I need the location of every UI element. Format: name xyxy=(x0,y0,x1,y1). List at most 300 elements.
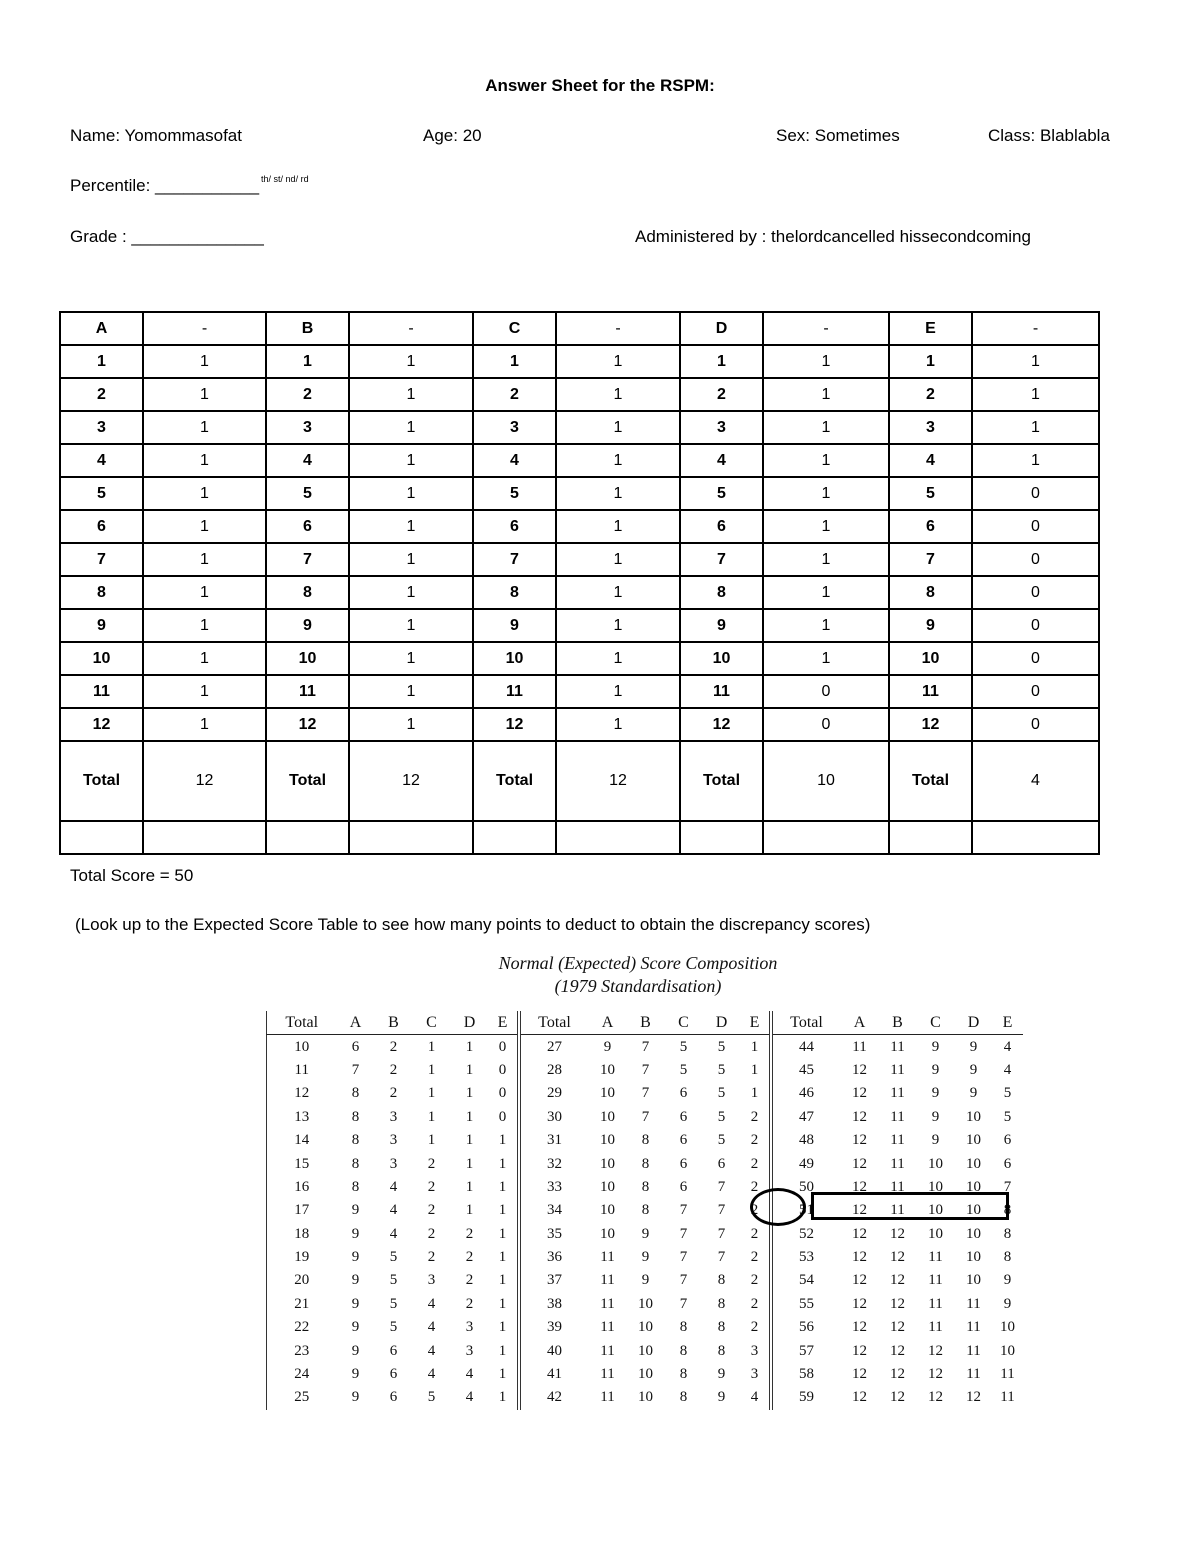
expected-value: 1 xyxy=(465,1178,474,1195)
highlight-circle xyxy=(750,1188,806,1226)
expected-value: 1 xyxy=(427,1085,436,1102)
expected-value: 2 xyxy=(741,1199,771,1222)
expected-set-header: B xyxy=(879,1011,917,1035)
item-score: 1 xyxy=(763,345,889,378)
expected-value: 9 xyxy=(931,1038,940,1055)
expected-value: 12 xyxy=(852,1366,867,1383)
expected-total: 22 xyxy=(267,1316,337,1339)
item-number: 7 xyxy=(680,543,763,576)
expected-value: 11 xyxy=(966,1342,981,1359)
expected-value: 8 xyxy=(679,1366,688,1383)
expected-set-header: B xyxy=(375,1011,413,1035)
grade-field: Grade : ______________ xyxy=(70,227,264,246)
expected-value: 9 xyxy=(969,1038,978,1055)
expected-value: 11 xyxy=(966,1366,981,1383)
expected-value: 2 xyxy=(427,1178,436,1195)
item-number: 11 xyxy=(889,675,972,708)
administered-by-field: Administered by : thelordcancelled hissecondcoming xyxy=(635,227,1031,246)
expected-value: 2 xyxy=(465,1295,474,1312)
expected-value: 1 xyxy=(465,1061,474,1078)
expected-value: 9 xyxy=(641,1272,650,1289)
expected-value: 3 xyxy=(465,1319,474,1336)
total-value: 10 xyxy=(763,741,889,821)
set-header: D xyxy=(680,312,763,345)
expected-header-row xyxy=(267,1011,1023,1035)
expected-value: 10 xyxy=(600,1085,615,1102)
expected-value: 10 xyxy=(600,1225,615,1242)
set-header: E xyxy=(889,312,972,345)
expected-value: 1 xyxy=(489,1223,519,1246)
expected-value: 5 xyxy=(427,1389,436,1406)
expected-total: 42 xyxy=(519,1386,589,1409)
blank-cell xyxy=(266,821,349,854)
item-number: 7 xyxy=(60,543,143,576)
expected-value: 7 xyxy=(717,1178,726,1195)
expected-value: 0 xyxy=(489,1082,519,1105)
expected-value: 2 xyxy=(741,1316,771,1339)
expected-value: 10 xyxy=(638,1295,653,1312)
expected-value: 5 xyxy=(1003,1108,1012,1125)
expected-value: 2 xyxy=(741,1269,771,1292)
expected-total: 14 xyxy=(267,1129,337,1152)
item-number: 12 xyxy=(266,708,349,741)
expected-value: 9 xyxy=(351,1202,360,1219)
expected-value: 5 xyxy=(389,1319,398,1336)
expected-value: 8 xyxy=(1003,1225,1012,1242)
item-number: 2 xyxy=(473,378,556,411)
item-score: 1 xyxy=(143,378,266,411)
expected-value: 1 xyxy=(741,1035,771,1059)
item-number: 3 xyxy=(680,411,763,444)
sex-field: Sex: Sometimes xyxy=(776,126,900,145)
expected-value: 11 xyxy=(928,1272,943,1289)
item-score: 1 xyxy=(556,642,680,675)
expected-set-header: B xyxy=(627,1011,665,1035)
expected-value: 1 xyxy=(489,1176,519,1199)
expected-value: 4 xyxy=(465,1389,474,1406)
item-number: 9 xyxy=(60,609,143,642)
expected-value: 7 xyxy=(679,1272,688,1289)
expected-value: 9 xyxy=(351,1295,360,1312)
expected-total: 21 xyxy=(267,1293,337,1316)
expected-value: 12 xyxy=(890,1249,905,1266)
expected-value: 1 xyxy=(465,1108,474,1125)
expected-value: 2 xyxy=(465,1272,474,1289)
expected-value: 12 xyxy=(852,1295,867,1312)
expected-total: 56 xyxy=(771,1316,841,1339)
expected-value: 3 xyxy=(389,1108,398,1125)
item-number: 8 xyxy=(889,576,972,609)
expected-value: 3 xyxy=(741,1339,771,1362)
expected-value: 12 xyxy=(852,1202,867,1219)
table-row xyxy=(60,411,1099,444)
expected-set-header: A xyxy=(589,1011,627,1035)
item-number: 10 xyxy=(266,642,349,675)
expected-total: 57 xyxy=(771,1339,841,1362)
expected-value: 10 xyxy=(600,1178,615,1195)
expected-value: 11 xyxy=(600,1249,615,1266)
expected-value: 11 xyxy=(890,1085,905,1102)
item-score: 0 xyxy=(972,510,1099,543)
expected-value: 9 xyxy=(969,1061,978,1078)
expected-value: 9 xyxy=(1003,1272,1012,1289)
item-number: 11 xyxy=(266,675,349,708)
expected-total: 58 xyxy=(771,1363,841,1386)
expected-value: 9 xyxy=(717,1366,726,1383)
expected-total: 46 xyxy=(771,1082,841,1105)
table-row xyxy=(60,510,1099,543)
expected-value: 1 xyxy=(465,1038,474,1055)
expected-value: 2 xyxy=(427,1155,436,1172)
expected-value: 4 xyxy=(389,1178,398,1195)
expected-value: 4 xyxy=(1003,1061,1012,1078)
expected-value: 12 xyxy=(852,1061,867,1078)
expected-value: 6 xyxy=(389,1342,398,1359)
item-number: 10 xyxy=(680,642,763,675)
expected-row xyxy=(267,1059,1023,1082)
item-number: 8 xyxy=(60,576,143,609)
item-number: 7 xyxy=(266,543,349,576)
item-score: 1 xyxy=(763,477,889,510)
expected-value: 12 xyxy=(852,1108,867,1125)
expected-value: 11 xyxy=(928,1249,943,1266)
item-score: 1 xyxy=(143,609,266,642)
expected-value: 7 xyxy=(679,1202,688,1219)
expected-value: 8 xyxy=(717,1295,726,1312)
expected-value: 12 xyxy=(890,1319,905,1336)
expected-value: 6 xyxy=(717,1155,726,1172)
item-score: 1 xyxy=(556,510,680,543)
expected-row xyxy=(267,1386,1023,1409)
item-score: 1 xyxy=(556,675,680,708)
expected-value: 11 xyxy=(600,1342,615,1359)
item-number: 12 xyxy=(60,708,143,741)
expected-total: 54 xyxy=(771,1269,841,1292)
expected-value: 12 xyxy=(852,1155,867,1172)
item-number: 9 xyxy=(266,609,349,642)
item-number: 1 xyxy=(60,345,143,378)
expected-value: 1 xyxy=(489,1246,519,1269)
expected-value: 7 xyxy=(717,1225,726,1242)
expected-value: 7 xyxy=(679,1249,688,1266)
expected-value: 0 xyxy=(489,1059,519,1082)
expected-value: 2 xyxy=(427,1202,436,1219)
expected-set-header: D xyxy=(703,1011,741,1035)
expected-value: 10 xyxy=(928,1202,943,1219)
item-score: 1 xyxy=(556,411,680,444)
expected-row xyxy=(267,1339,1023,1362)
blank-cell xyxy=(972,821,1099,854)
expected-value: 11 xyxy=(890,1061,905,1078)
expected-total-header: Total xyxy=(771,1011,841,1035)
item-score: 1 xyxy=(349,444,473,477)
expected-value: 9 xyxy=(931,1132,940,1149)
blank-cell xyxy=(143,821,266,854)
expected-value: 11 xyxy=(890,1108,905,1125)
expected-value: 12 xyxy=(928,1389,943,1406)
expected-row xyxy=(267,1129,1023,1152)
item-score: 1 xyxy=(763,378,889,411)
expected-total: 55 xyxy=(771,1293,841,1316)
table-row xyxy=(60,708,1099,741)
expected-value: 12 xyxy=(928,1366,943,1383)
item-number: 5 xyxy=(889,477,972,510)
expected-set-header: E xyxy=(993,1011,1023,1035)
expected-value: 9 xyxy=(717,1389,726,1406)
expected-value: 2 xyxy=(741,1246,771,1269)
table-row xyxy=(60,378,1099,411)
expected-value: 9 xyxy=(931,1108,940,1125)
expected-total: 40 xyxy=(519,1339,589,1362)
expected-value: 6 xyxy=(679,1155,688,1172)
expected-value: 12 xyxy=(852,1249,867,1266)
expected-value: 12 xyxy=(966,1389,981,1406)
item-score: 1 xyxy=(556,576,680,609)
item-score: 1 xyxy=(349,378,473,411)
expected-value: 5 xyxy=(389,1295,398,1312)
item-number: 5 xyxy=(266,477,349,510)
item-number: 11 xyxy=(60,675,143,708)
expected-value: 7 xyxy=(351,1061,360,1078)
total-label: Total xyxy=(680,741,763,821)
expected-value: 5 xyxy=(717,1132,726,1149)
expected-value: 10 xyxy=(966,1272,981,1289)
item-score: 1 xyxy=(763,543,889,576)
expected-value: 10 xyxy=(928,1225,943,1242)
expected-set-header: D xyxy=(955,1011,993,1035)
expected-value: 2 xyxy=(427,1249,436,1266)
blank-cell xyxy=(349,821,473,854)
item-score: 1 xyxy=(143,543,266,576)
expected-row xyxy=(267,1223,1023,1246)
item-number: 5 xyxy=(473,477,556,510)
expected-value: 4 xyxy=(741,1386,771,1409)
item-score: 1 xyxy=(763,411,889,444)
expected-value: 10 xyxy=(600,1202,615,1219)
item-number: 1 xyxy=(889,345,972,378)
expected-set-header: E xyxy=(741,1011,771,1035)
expected-value: 11 xyxy=(890,1202,905,1219)
item-number: 2 xyxy=(60,378,143,411)
expected-total-header: Total xyxy=(519,1011,589,1035)
expected-value: 10 xyxy=(966,1155,981,1172)
expected-value: 12 xyxy=(852,1389,867,1406)
expected-total: 38 xyxy=(519,1293,589,1316)
expected-value: 9 xyxy=(603,1038,612,1055)
expected-set-header: A xyxy=(337,1011,375,1035)
item-number: 7 xyxy=(889,543,972,576)
expected-total: 20 xyxy=(267,1269,337,1292)
table-row xyxy=(60,642,1099,675)
expected-set-header: C xyxy=(917,1011,955,1035)
expected-value: 12 xyxy=(890,1342,905,1359)
expected-value: 9 xyxy=(931,1061,940,1078)
total-value: 4 xyxy=(972,741,1099,821)
expected-value: 6 xyxy=(351,1038,360,1055)
expected-value: 10 xyxy=(966,1108,981,1125)
expected-value: 10 xyxy=(600,1108,615,1125)
item-score: 1 xyxy=(763,576,889,609)
lookup-note: (Look up to the Expected Score Table to see how many points to deduct to obtain the discrepancy scores) xyxy=(75,915,871,934)
expected-value: 8 xyxy=(351,1132,360,1149)
expected-value: 5 xyxy=(717,1108,726,1125)
expected-total: 35 xyxy=(519,1223,589,1246)
expected-value: 5 xyxy=(679,1061,688,1078)
expected-value: 8 xyxy=(351,1085,360,1102)
expected-value: 11 xyxy=(890,1178,905,1195)
expected-total: 28 xyxy=(519,1059,589,1082)
expected-value: 5 xyxy=(717,1038,726,1055)
expected-value: 2 xyxy=(465,1249,474,1266)
expected-row xyxy=(267,1106,1023,1129)
expected-value: 12 xyxy=(852,1225,867,1242)
item-number: 3 xyxy=(266,411,349,444)
expected-value: 7 xyxy=(679,1225,688,1242)
item-number: 10 xyxy=(473,642,556,675)
expected-row xyxy=(267,1082,1023,1105)
expected-score-table-image xyxy=(258,945,1018,1427)
total-label: Total xyxy=(473,741,556,821)
expected-total: 30 xyxy=(519,1106,589,1129)
age-field: Age: 20 xyxy=(423,126,482,145)
expected-value: 2 xyxy=(741,1129,771,1152)
expected-value: 11 xyxy=(600,1366,615,1383)
item-number: 2 xyxy=(266,378,349,411)
expected-value: 9 xyxy=(351,1389,360,1406)
expected-total: 18 xyxy=(267,1223,337,1246)
expected-total: 10 xyxy=(267,1035,337,1059)
set-header: C xyxy=(473,312,556,345)
expected-total: 32 xyxy=(519,1152,589,1175)
expected-total: 51 xyxy=(771,1199,841,1222)
item-score: 1 xyxy=(349,543,473,576)
expected-value: 1 xyxy=(489,1386,519,1409)
item-number: 12 xyxy=(473,708,556,741)
item-score: 1 xyxy=(556,345,680,378)
expected-value: 6 xyxy=(679,1178,688,1195)
expected-value: 11 xyxy=(600,1272,615,1289)
item-number: 4 xyxy=(60,444,143,477)
blank-cell xyxy=(556,821,680,854)
total-label: Total xyxy=(889,741,972,821)
expected-total: 34 xyxy=(519,1199,589,1222)
item-score: 0 xyxy=(972,576,1099,609)
expected-value: 10 xyxy=(600,1061,615,1078)
expected-total: 47 xyxy=(771,1106,841,1129)
expected-value: 10 xyxy=(600,1132,615,1149)
expected-value: 12 xyxy=(852,1085,867,1102)
percentile-field xyxy=(70,176,309,196)
expected-total: 33 xyxy=(519,1176,589,1199)
expected-value: 9 xyxy=(351,1249,360,1266)
expected-value: 2 xyxy=(741,1176,771,1199)
expected-value: 9 xyxy=(351,1319,360,1336)
expected-table-subtitle: (1979 Standardisation) xyxy=(554,976,722,996)
totals-row xyxy=(60,741,1099,821)
expected-row xyxy=(267,1152,1023,1175)
score-header: - xyxy=(349,312,473,345)
table-row xyxy=(60,477,1099,510)
item-number: 6 xyxy=(60,510,143,543)
expected-value: 11 xyxy=(890,1132,905,1149)
expected-value: 4 xyxy=(465,1366,474,1383)
item-number: 8 xyxy=(266,576,349,609)
expected-value: 3 xyxy=(741,1363,771,1386)
score-header: - xyxy=(763,312,889,345)
expected-value: 3 xyxy=(465,1342,474,1359)
expected-value: 8 xyxy=(679,1319,688,1336)
table-header-row xyxy=(60,312,1099,345)
expected-set-header: E xyxy=(489,1011,519,1035)
expected-value: 1 xyxy=(489,1269,519,1292)
item-score: 1 xyxy=(349,609,473,642)
item-score: 1 xyxy=(349,477,473,510)
expected-value: 11 xyxy=(600,1295,615,1312)
highlight-box xyxy=(811,1192,1009,1220)
expected-total: 24 xyxy=(267,1363,337,1386)
expected-total: 45 xyxy=(771,1059,841,1082)
expected-value: 1 xyxy=(427,1108,436,1125)
item-number: 12 xyxy=(889,708,972,741)
item-score: 1 xyxy=(143,444,266,477)
item-score: 1 xyxy=(556,609,680,642)
expected-row xyxy=(267,1035,1023,1059)
expected-value: 11 xyxy=(928,1295,943,1312)
expected-value: 12 xyxy=(890,1225,905,1242)
expected-value: 12 xyxy=(852,1178,867,1195)
item-number: 6 xyxy=(266,510,349,543)
item-number: 6 xyxy=(473,510,556,543)
item-number: 9 xyxy=(889,609,972,642)
expected-value: 12 xyxy=(852,1272,867,1289)
expected-value: 12 xyxy=(852,1342,867,1359)
score-header: - xyxy=(143,312,266,345)
item-score: 1 xyxy=(972,411,1099,444)
expected-value: 1 xyxy=(741,1082,771,1105)
expected-value: 6 xyxy=(1003,1155,1012,1172)
expected-value: 3 xyxy=(389,1155,398,1172)
expected-total: 41 xyxy=(519,1363,589,1386)
score-header: - xyxy=(556,312,680,345)
item-score: 1 xyxy=(556,477,680,510)
item-score: 1 xyxy=(349,675,473,708)
expected-value: 8 xyxy=(717,1342,726,1359)
expected-value: 2 xyxy=(741,1106,771,1129)
item-score: 1 xyxy=(349,642,473,675)
expected-total: 44 xyxy=(771,1035,841,1059)
expected-value: 4 xyxy=(427,1342,436,1359)
item-score: 0 xyxy=(972,675,1099,708)
expected-value: 11 xyxy=(890,1038,905,1055)
item-number: 1 xyxy=(680,345,763,378)
expected-total: 37 xyxy=(519,1269,589,1292)
item-score: 1 xyxy=(349,576,473,609)
expected-row xyxy=(267,1363,1023,1386)
expected-value: 6 xyxy=(679,1085,688,1102)
expected-value: 10 xyxy=(638,1366,653,1383)
item-number: 8 xyxy=(473,576,556,609)
item-score: 1 xyxy=(763,444,889,477)
expected-value: 8 xyxy=(351,1108,360,1125)
expected-value: 12 xyxy=(890,1366,905,1383)
expected-value: 11 xyxy=(1000,1389,1015,1406)
item-number: 3 xyxy=(60,411,143,444)
item-score: 0 xyxy=(763,708,889,741)
expected-total: 50 xyxy=(771,1176,841,1199)
expected-total: 48 xyxy=(771,1129,841,1152)
expected-total: 53 xyxy=(771,1246,841,1269)
score-header: - xyxy=(972,312,1099,345)
